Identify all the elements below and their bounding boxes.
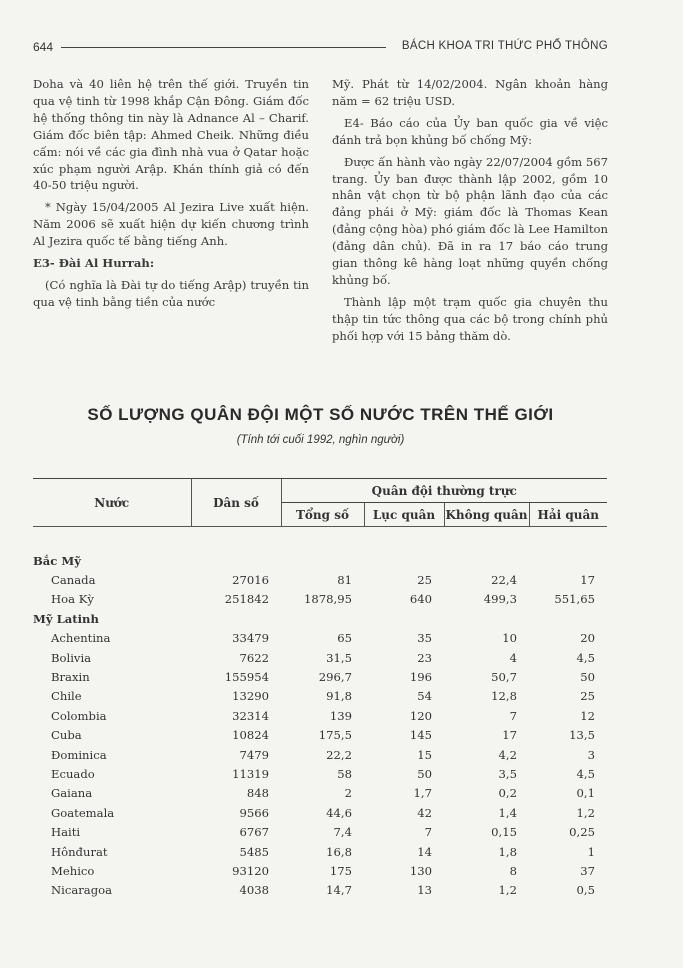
table-row <box>33 648 607 667</box>
group-label: Bắc Mỹ <box>33 553 81 568</box>
page-header <box>33 40 608 64</box>
country-cell: Cuba <box>51 728 82 743</box>
air-force-cell: 0,2 <box>498 786 517 801</box>
army-cell: 196 <box>409 670 432 685</box>
country-cell: Hoa Kỳ <box>51 592 94 607</box>
navy-cell: 12 <box>580 708 595 723</box>
air-force-cell: 4,2 <box>498 747 517 762</box>
country-cell: Hônđurat <box>51 844 108 859</box>
total-cell: 139 <box>329 708 352 723</box>
air-force-cell: 50,7 <box>491 670 517 685</box>
table-header <box>33 479 607 527</box>
total-cell: 58 <box>337 766 352 781</box>
air-force-cell: 3,5 <box>498 766 517 781</box>
table-title: SỐ LƯỢNG QUÂN ĐỘI MỘT SỐ NƯỚC TRÊN THẾ GIỚI <box>87 405 554 424</box>
paragraph: Thành lập một trạm quốc gia chuyên thu thập tin tức thông qua các bộ trong chính phủ phối hợp với 15 bảng thăm dò. <box>332 294 608 343</box>
total-cell: 175,5 <box>318 728 352 743</box>
army-cell: 14 <box>417 844 432 859</box>
group-row <box>33 609 607 628</box>
air-force-cell: 22,4 <box>491 573 517 588</box>
right-column <box>332 76 608 350</box>
country-cell: Chile <box>51 689 82 704</box>
section-heading: E4- Báo cáo của Ủy ban quốc gia về việc đánh trả bọn khủng bố chống Mỹ: <box>332 115 608 147</box>
population-cell: 848 <box>246 786 269 801</box>
total-cell: 81 <box>337 573 352 588</box>
navy-cell: 20 <box>580 631 595 646</box>
population-cell: 7622 <box>239 650 269 665</box>
country-cell: Mehico <box>51 863 95 878</box>
total-cell: 65 <box>337 631 352 646</box>
col-header-country: Nước <box>33 479 191 527</box>
army-table <box>33 478 607 900</box>
table-row <box>33 687 607 706</box>
navy-cell: 1,2 <box>576 805 595 820</box>
army-cell: 1,7 <box>413 786 432 801</box>
table-subtitle: (Tính tới cuối 1992, nghìn người) <box>236 434 405 446</box>
air-force-cell: 1,4 <box>498 805 517 820</box>
population-cell: 27016 <box>232 573 269 588</box>
air-force-cell: 1,2 <box>498 883 517 898</box>
country-cell: Gaiana <box>51 786 93 801</box>
navy-cell: 50 <box>580 670 595 685</box>
air-force-cell: 10 <box>502 631 517 646</box>
paragraph: Mỹ. Phát từ 14/02/2004. Ngân khoản hàng năm = 62 triệu USD. <box>332 77 608 108</box>
country-cell: Đominica <box>51 747 107 762</box>
total-cell: 1878,95 <box>304 592 352 607</box>
navy-cell: 13,5 <box>569 728 595 743</box>
population-cell: 155954 <box>224 670 269 685</box>
table-row <box>33 745 607 764</box>
navy-cell: 17 <box>580 573 595 588</box>
army-cell: 35 <box>417 631 432 646</box>
table-row <box>33 764 607 783</box>
group-row <box>33 551 607 570</box>
table-row <box>33 803 607 822</box>
army-cell: 13 <box>417 883 432 898</box>
col-header-navy: Hải quân <box>529 503 607 527</box>
air-force-cell: 0,15 <box>491 825 517 840</box>
left-column <box>33 76 309 316</box>
total-cell: 44,6 <box>326 805 352 820</box>
table-row <box>33 881 607 900</box>
air-force-cell: 499,3 <box>483 592 517 607</box>
table-row <box>33 629 607 648</box>
navy-cell: 0,5 <box>576 883 595 898</box>
navy-cell: 25 <box>580 689 595 704</box>
army-cell: 42 <box>417 805 432 820</box>
air-force-cell: 8 <box>509 863 517 878</box>
navy-cell: 37 <box>580 863 595 878</box>
table-body <box>33 527 607 901</box>
col-header-army: Lục quân <box>364 503 444 527</box>
country-cell: Nicaragoa <box>51 883 113 898</box>
table-row <box>33 726 607 745</box>
country-cell: Goatemala <box>51 805 115 820</box>
population-cell: 5485 <box>239 844 269 859</box>
navy-cell: 4,5 <box>576 650 595 665</box>
paragraph: Doha và 40 liên hệ trên thế giới. Truyền tin qua vệ tinh từ 1998 khắp Cận Đông. Giám đốc hệ thống thông tin này là Adnance Al – Charif. Giám đốc biên tập: Ahmed Cheik. Những điều cấm: nói về các gia đình nhà vua ở Qatar hoặc xúc phạm người Arập. Khán thính giả có đến 40-50 triệu người. <box>33 77 309 193</box>
population-cell: 7479 <box>239 747 269 762</box>
navy-cell: 3 <box>587 747 595 762</box>
population-cell: 4038 <box>239 883 269 898</box>
total-cell: 2 <box>344 786 352 801</box>
col-header-air-force: Không quân <box>444 503 529 527</box>
army-cell: 130 <box>409 863 432 878</box>
country-cell: Colombia <box>51 708 107 723</box>
population-cell: 93120 <box>232 863 269 878</box>
col-header-population: Dân số <box>191 479 281 527</box>
army-cell: 640 <box>409 592 432 607</box>
air-force-cell: 12,8 <box>491 689 517 704</box>
table-row <box>33 706 607 725</box>
army-cell: 7 <box>424 825 432 840</box>
country-cell: Haiti <box>51 825 81 840</box>
population-cell: 11319 <box>232 766 269 781</box>
table-row <box>33 822 607 841</box>
army-cell: 15 <box>417 747 432 762</box>
population-cell: 6767 <box>239 825 269 840</box>
army-cell: 120 <box>409 708 432 723</box>
population-cell: 10824 <box>232 728 269 743</box>
paragraph: (Có nghĩa là Đài tự do tiếng Arập) truyền tin qua vệ tinh bằng tiền của nước <box>33 277 309 309</box>
table-row <box>33 570 607 589</box>
navy-cell: 4,5 <box>576 766 595 781</box>
population-cell: 32314 <box>232 708 269 723</box>
table-row <box>33 861 607 880</box>
country-cell: Braxin <box>51 670 90 685</box>
col-header-standing-army: Quân đội thường trực <box>281 479 607 503</box>
total-cell: 7,4 <box>333 825 352 840</box>
air-force-cell: 4 <box>509 650 517 665</box>
army-cell: 50 <box>417 766 432 781</box>
paragraph: Được ấn hành vào ngày 22/07/2004 gồm 567 trang. Ủy ban được thành lập 2002, gồm 10 nhân vật chọn từ bộ phận lãnh đạo của các đảng phái ở Mỹ: giám đốc là Thomas Kean (đảng cộng hòa) phó giám đốc là Lee Hamilton (đảng dân chủ). Đã in ra 17 báo cáo trung gian thông kê hàng loạt những quyền chống khủng bố. <box>332 154 608 287</box>
navy-cell: 551,65 <box>554 592 595 607</box>
country-cell: Ecuado <box>51 766 95 781</box>
air-force-cell: 17 <box>502 728 517 743</box>
army-cell: 145 <box>409 728 432 743</box>
col-header-total: Tổng số <box>281 503 364 527</box>
navy-cell: 1 <box>587 844 595 859</box>
army-cell: 23 <box>417 650 432 665</box>
table-row <box>33 842 607 861</box>
header-rule <box>61 47 386 48</box>
army-cell: 54 <box>417 689 432 704</box>
table-row <box>33 667 607 686</box>
navy-cell: 0,1 <box>576 786 595 801</box>
country-cell: Bolivia <box>51 650 92 665</box>
air-force-cell: 1,8 <box>498 844 517 859</box>
country-cell: Canada <box>51 573 96 588</box>
page-number: 644 <box>33 40 54 54</box>
book-title: BÁCH KHOA TRI THỨC PHỔ THÔNG <box>401 40 608 52</box>
population-cell: 9566 <box>239 805 269 820</box>
table-row <box>33 784 607 803</box>
group-label: Mỹ Latinh <box>33 611 99 626</box>
total-cell: 14,7 <box>326 883 352 898</box>
paragraph: * Ngày 15/04/2005 Al Jezira Live xuất hiện. Năm 2006 sẽ xuất hiện dự kiến chương trình Al Jezira quốc tế bằng tiếng Anh. <box>33 200 309 249</box>
air-force-cell: 7 <box>509 708 517 723</box>
navy-cell: 0,25 <box>569 825 595 840</box>
total-cell: 22,2 <box>326 747 352 762</box>
population-cell: 251842 <box>224 592 269 607</box>
section-heading: E3- Đài Al Hurrah: <box>33 256 155 271</box>
total-cell: 175 <box>329 863 352 878</box>
population-cell: 13290 <box>232 689 269 704</box>
total-cell: 91,8 <box>326 689 352 704</box>
total-cell: 16,8 <box>326 844 352 859</box>
population-cell: 33479 <box>232 631 269 646</box>
table-row <box>33 590 607 609</box>
total-cell: 31,5 <box>326 650 352 665</box>
country-cell: Achentina <box>51 631 111 646</box>
total-cell: 296,7 <box>318 670 352 685</box>
army-cell: 25 <box>417 573 432 588</box>
